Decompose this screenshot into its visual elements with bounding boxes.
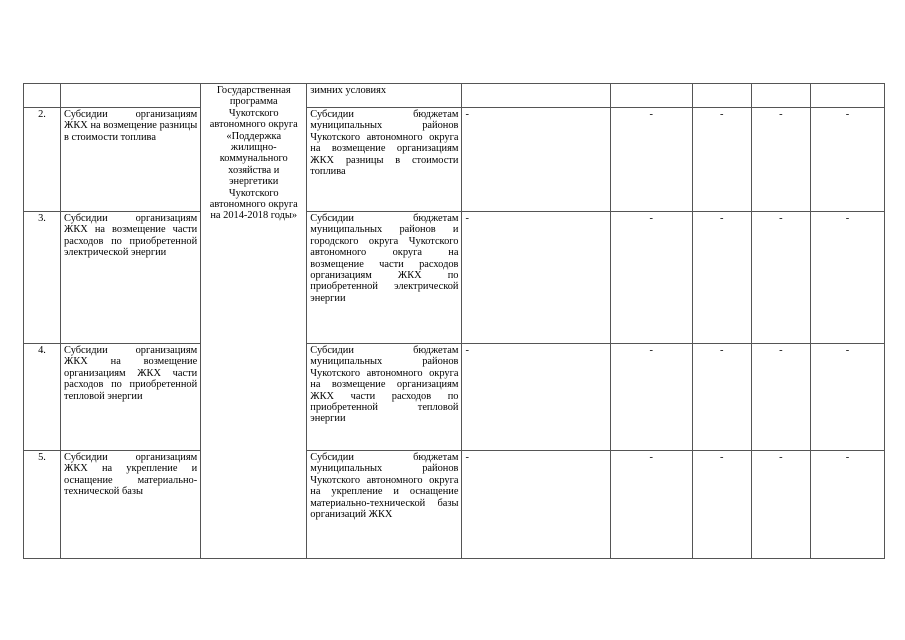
- value-cell: -: [462, 212, 610, 344]
- subsidy-name: Субсидии организациям ЖКХ на возмещение разницы в стоимости топлива: [61, 108, 201, 212]
- table-row: [24, 108, 885, 212]
- table-row: [24, 451, 885, 559]
- value-cell: -: [692, 344, 751, 451]
- row-number: 3.: [24, 212, 61, 344]
- value-cell: -: [692, 451, 751, 559]
- value-cell: [610, 84, 692, 108]
- measure-cell: Субсидии бюджетам муниципальных районов Чукотского автономного округа на укрепление и оснащение материально-технической базы организаций ЖКХ: [307, 451, 462, 559]
- value-cell: -: [751, 344, 810, 451]
- row-number: 5.: [24, 451, 61, 559]
- measure-cell: Субсидии бюджетам муниципальных районов и городского округа Чукотского автономного округа на возмещение части расходов организациям ЖКХ по приобретенной электрической энергии: [307, 212, 462, 344]
- subsidy-name: Субсидии организациям ЖКХ на возмещение части расходов по приобретенной электрической энергии: [61, 212, 201, 344]
- value-cell: -: [462, 451, 610, 559]
- measure-cell: Субсидии бюджетам муниципальных районов Чукотского автономного округа на возмещение организациям ЖКХ разницы в стоимости топлива: [307, 108, 462, 212]
- name-cell: [61, 84, 201, 108]
- value-cell: -: [810, 212, 884, 344]
- measure-cell: Субсидии бюджетам муниципальных районов Чукотского автономного округа на возмещение организациям ЖКХ части расходов по приобретенной тепловой энергии: [307, 344, 462, 451]
- value-cell: -: [610, 212, 692, 344]
- value-cell: [751, 84, 810, 108]
- value-cell: [810, 84, 884, 108]
- measure-cell: зимних условиях: [307, 84, 462, 108]
- value-cell: -: [810, 344, 884, 451]
- value-cell: -: [610, 108, 692, 212]
- value-cell: -: [751, 451, 810, 559]
- row-number: 4.: [24, 344, 61, 451]
- value-cell: [692, 84, 751, 108]
- value-cell: -: [610, 344, 692, 451]
- table-row: [24, 212, 885, 344]
- row-number: 2.: [24, 108, 61, 212]
- value-cell: -: [462, 108, 610, 212]
- subsidy-name: Субсидии организациям ЖКХ на укрепление и оснащение материально-технической базы: [61, 451, 201, 559]
- num-cell: [24, 84, 61, 108]
- table-row: [24, 84, 885, 108]
- value-cell: -: [610, 451, 692, 559]
- value-cell: -: [810, 451, 884, 559]
- value-cell: -: [692, 212, 751, 344]
- value-cell: [462, 84, 610, 108]
- subsidies-table: [23, 83, 885, 559]
- value-cell: -: [462, 344, 610, 451]
- value-cell: -: [810, 108, 884, 212]
- value-cell: -: [751, 212, 810, 344]
- value-cell: -: [751, 108, 810, 212]
- table-row: [24, 344, 885, 451]
- program-cell: Государственная программа Чукотского автономного округа «Поддержка жилищно-коммунального хозяйства и энергетики Чукотского автономного округа на 2014-2018 годы»: [201, 84, 307, 559]
- subsidy-name: Субсидии организациям ЖКХ на возмещение организациям ЖКХ части расходов по приобретенной тепловой энергии: [61, 344, 201, 451]
- value-cell: -: [692, 108, 751, 212]
